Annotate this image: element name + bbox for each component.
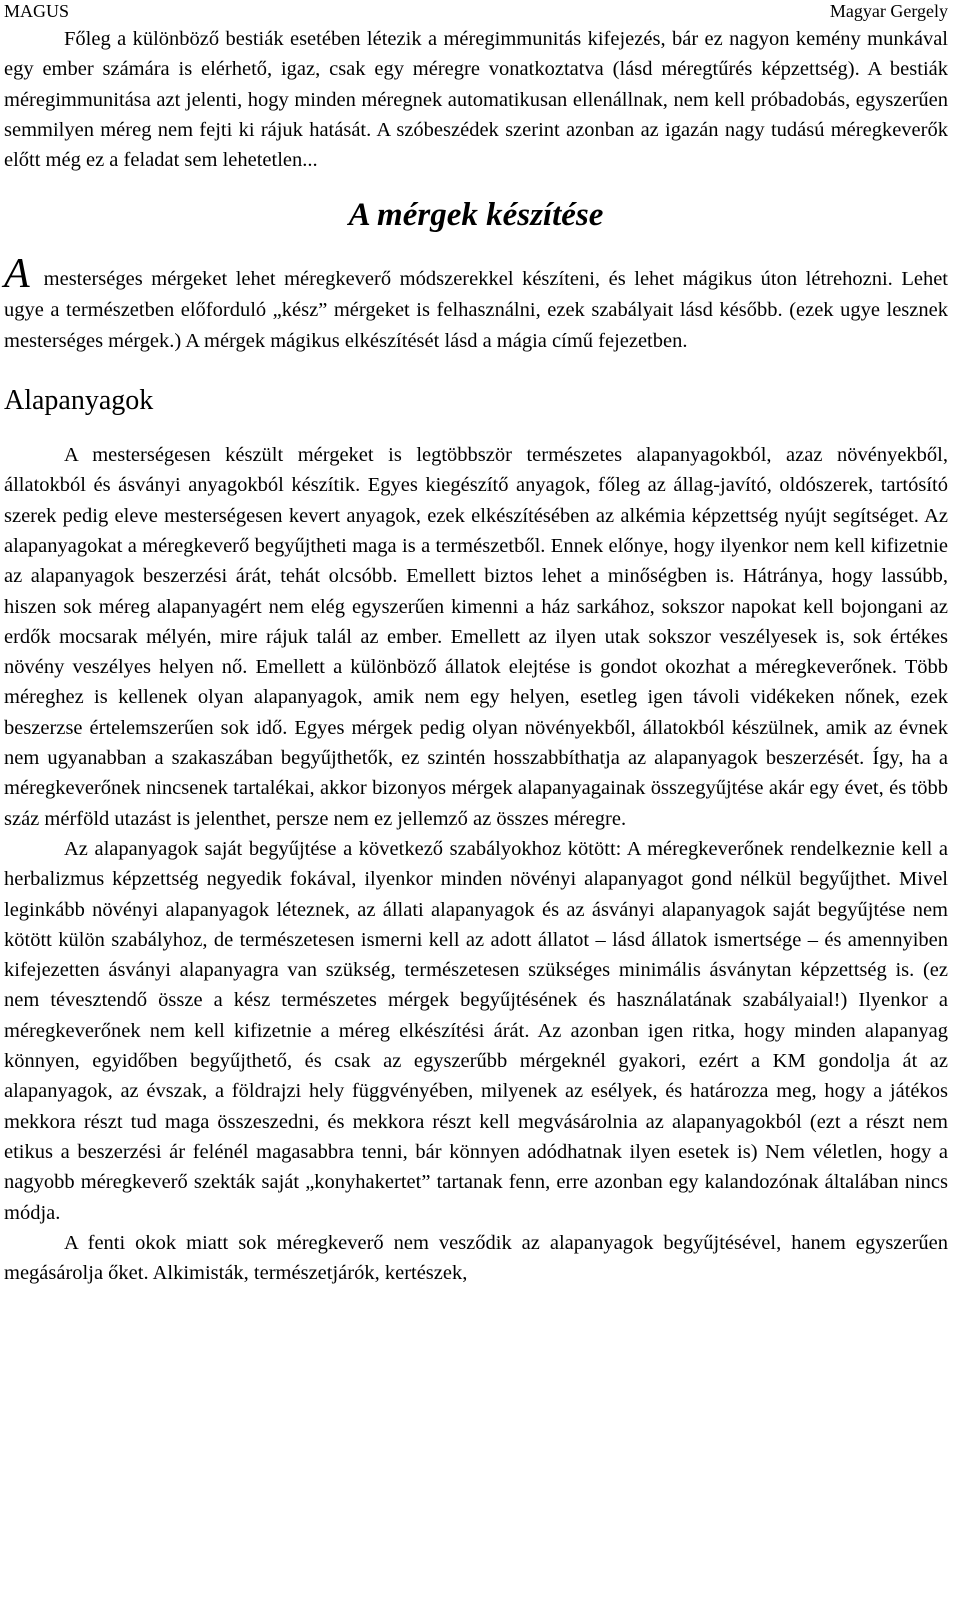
document-body — [4, 24, 948, 1288]
subsection-paragraph-3: A fenti okok miatt sok méregkeverő nem vesződik az alapanyagok begyűjtésével, hanem egyszerűen megásárolja őket. Alkimisták, természetjárók, kertészek, — [4, 1231, 948, 1285]
intro-paragraph: Főleg a különböző bestiák esetében létezik a méregimmunitás kifejezés, bár ez nagyon kemény munkával egy ember számára is elérhető, igaz, csak egy méregre vonatkoztatva (lásd méregtűrés képzettség). A bestiák méregimmunitása azt jelenti, hogy minden méregnek automatikusan ellenállnak, nem kell próbadobás, egyszerűen semmilyen méreg nem fejti ki rájuk hatását. A szóbeszédek szerint azonban az igazán nagy tudású méregkeverők előtt még ez a feladat sem lehetetlen... — [4, 28, 948, 172]
header-left-title: MAGUS — [4, 1, 70, 21]
section-paragraph-text: mesterséges mérgeket lehet méregkeverő módszerekkel készíteni, és lehet mágikus úton létrehozni. Lehet ugye a természetben előforduló „kész” mérgeket is felhasználni, ezek szabályait lásd később. (ezek ugye lesznek mesterséges mérgek.) A mérgek mágikus elkészítését lásd a mágia című fejezetben. — [4, 268, 948, 352]
subsection-paragraph-2: Az alapanyagok saját begyűjtése a következő szabályokhoz kötött: A méregkeverőnek rendelkeznie kell a herbalizmus képzettség negyedik fokával, ilyenkor minden növényi alapanyagot gond nélkül begyűjthet. Mivel leginkább növényi alapanyagok léteznek, az állati alapanyagok és az ásványi alapanyagok saját begyűjtése nem kötött külön szabályhoz, de természetesen ismerni kell az adott állatot – lásd állatok ismertsége – és amennyiben kifejezetten ásványi alapanyagra van szükség, természetesen szükséges minimális ásványtan képzettség is. (ez nem tévesztendő össze a kész természetes mérgek begyűjtésének és használatának szabályaial!) Ilyenkor a méregkeverőnek nem kell kifizetnie a méreg elkészítési árát. Az azonban igen ritka, hogy minden alapanyag könnyen, egyidőben begyűjthető, és csak az egyszerűbb mérgeknél gyakori, ezért a KM gondolja át az alapanyagok, az évszak, a földrajzi hely függvényében, milyenek az esélyek, és határozza meg, hogy a játékos mekkora részt tud maga összeszedni, és mekkora részt kell megvásárolnia az alapanyagokból (ezt a részt nem etikus a beszerzési ár felénél magasabbra tenni, bár könnyen adódhatnak ilyen esetek is) Nem véletlen, hogy a nagyobb méregkeverő szekták saját „konyhakertet” tartanak fenn, erre azonban egy kalandozónak általában nincs módja. — [4, 837, 948, 1224]
subsection-paragraph-1: A mesterségesen készült mérgeket is legtöbbször természetes alapanyagokból, azaz növényekből, állatokból és ásványi anyagokból készítik. Egyes kiegészítő anyagok, főleg az állag-javító, oldószerek, tartósító szerek pedig eleve mesterségesen kevert anyagok, ezek elkészítésében az alkémia képzettség nyújt segítséget. Az alapanyagokat a méregkeverő begyűjtheti maga is a természetből. Ennek előnye, hogy ilyenkor nem kell kifizetnie az alapanyagok beszerzési árát, tehát olcsóbb. Emellett biztos lehet a minőségben is. Hátránya, hogy lassúbb, hiszen sok méreg alapanyagért nem elég egyszerűen kimenni a ház sarkához, sokszor napokat kell bojongani az erdők mocsarak mélyén, mire rájuk talál az ember. Emellett az ilyen utak sokszor veszélyesek is, sok értékes növény veszélyes helyen nő. Emellett a különböző állatok elejtése is gondot okozhat a méregkeverőnek. Több méreghez is kellenek olyan alapanyagok, amik nem egy helyen, esetleg igen távoli vidékeken nőnek, ezek beszerzse értelemszerűen sok idő. Egyes mérgek pedig olyan növényekből, állatokból készülnek, amik az évnek nem ugyanabban a szakaszában begyűjthetők, ez szintén hosszabbíthatja az alapanyagok beszerzését. Így, ha a méregkeverőnek nincsenek tartalékai, akkor bizonyos mérgek alapanyagainak összegyűjtése akár egy évet, és több száz mérföld utazást is jelenthet, persze nem ez jellemző az összes méregre. — [4, 444, 948, 830]
subsection-heading: Alapanyagok — [4, 385, 154, 417]
section-paragraph — [4, 253, 948, 356]
header-right-author: Magyar Gergely — [829, 1, 948, 21]
drop-cap-letter: A — [4, 251, 30, 298]
section-title: A mérgek készítése — [348, 197, 604, 234]
running-header — [4, 0, 948, 22]
